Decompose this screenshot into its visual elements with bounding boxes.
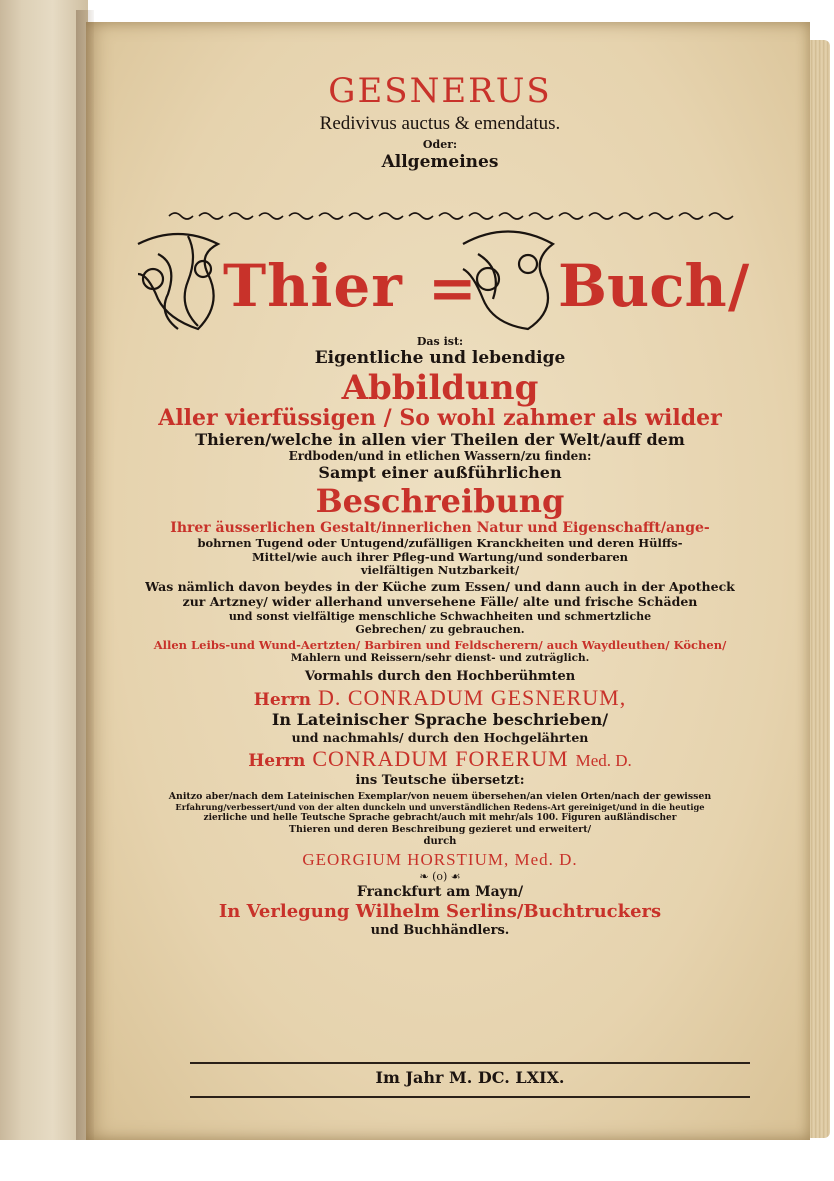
herrn2-suffix: Med. D. <box>575 751 632 770</box>
ornament-left-icon: ❧ <box>419 870 433 884</box>
text-thieren-welche: Thieren/welche in allen vier Theilen der Welt/auff dem <box>195 430 685 449</box>
slash-mark: / <box>728 252 750 320</box>
text-verlegung: In Verlegung Wilhelm Serlins/Buchtruckers <box>218 901 662 923</box>
text-erfahrung: Erfahrung/verbessert/und von der alten dunckeln und unverständlichen Redens-Art gereiniget/und in die heutige <box>175 802 705 813</box>
text-das-ist: Das ist: <box>416 335 464 348</box>
ornament-mark: (o) <box>432 870 448 884</box>
page-edges <box>808 40 830 1138</box>
text-allen-leibs: Allen Leibs-und Wund-Aertzten/ Barbiren und Feldscherern/ auch Waydleuthen/ Köchen/ <box>153 637 727 652</box>
main-text-block <box>100 336 780 937</box>
text-mahlern: Mahlern und Reissern/sehr dienst- und zuträglich. <box>290 652 590 664</box>
ornament-band-svg <box>165 208 755 224</box>
bottom-margin <box>0 1140 834 1181</box>
ornament-band <box>165 208 755 224</box>
text-georgium-horstium: GEORGIUM HORSTIUM, Med. D. <box>302 850 578 870</box>
text-ins-teutsche: ins Teutsche übersetzt: <box>355 773 525 788</box>
line-herrn-forerum <box>100 748 780 771</box>
hyphen-mark: = <box>428 254 477 322</box>
text-zierliche: zierliche und helle Teutsche Sprache gebracht/auch mit mehr/als 100. Figuren außländischer <box>203 812 677 823</box>
imprint-rule-top <box>190 1062 750 1064</box>
text-was-naemlich: Was nämlich davon beydes in der Küche zum Essen/ und dann auch in der Apotheck <box>145 578 735 594</box>
text-bohrnen: bohrnen Tugend oder Untugend/zufälligen Kranckheiten und deren Hülffs- <box>197 536 683 550</box>
thier-buch-heading <box>128 224 768 334</box>
subtitle-redivivus: Redivivus auctus & emendatus. <box>319 113 561 134</box>
text-eigentliche: Eigentliche und lebendige <box>314 348 566 368</box>
imprint-rule-bottom <box>190 1096 750 1098</box>
title-gesnerus: GESNERUS <box>328 71 552 111</box>
book-cover-edge <box>0 0 88 1181</box>
imprint-year <box>190 1068 750 1087</box>
text-anitzo: Anitzo aber/nach dem Lateinischen Exemplar/von neuem übersehen/an vielen Orten/nach der gewissen <box>168 791 712 802</box>
herrn2-prefix: Herrn <box>248 751 306 771</box>
text-thieren-und: Thieren und deren Beschreibung gezieret und erweitert/ <box>288 823 592 835</box>
text-zur-artzney: zur Artzney/ wider allerhand unversehene Fälle/ alte und frische Schäden <box>182 594 698 609</box>
text-abbildung: Abbildung <box>341 368 539 408</box>
text-im-jahr: Im Jahr M. DC. LXIX. <box>375 1068 565 1087</box>
ornament-right-icon: ☙ <box>447 870 461 884</box>
text-sampt: Sampt einer außführlichen <box>318 463 562 482</box>
herrn1-prefix: Herrn <box>253 689 311 710</box>
text-durch: durch <box>423 836 457 848</box>
word-thier: Thier <box>223 252 403 320</box>
text-oder: Oder: <box>422 138 458 151</box>
text-erdboden: Erdboden/und in etlichen Wassern/zu finden: <box>288 449 592 463</box>
word-buch: Buch <box>558 252 727 320</box>
line-herrn-gesnerum <box>100 684 780 710</box>
text-buchhaendlers: und Buchhändlers. <box>370 923 510 939</box>
herrn2-name: CONRADUM FORERUM <box>312 746 569 771</box>
text-ihrer: Ihrer äusserlichen Gestalt/innerlichen Natur und Eigenschafft/ange- <box>170 520 710 536</box>
text-und-sonst: und sonst vielfältige menschliche Schwachheiten und schmertzliche <box>228 609 652 623</box>
text-allgemeines: Allgemeines <box>381 152 499 172</box>
text-vormahls: Vormahls durch den Hochberühmten <box>304 668 576 684</box>
text-franckfurt: Franckfurt am Mayn/ <box>356 884 524 901</box>
text-beschreibung: Beschreibung <box>315 482 565 520</box>
printer-ornament <box>100 871 780 882</box>
text-gebrechen: Gebrechen/ zu gebrauchen. <box>355 622 525 636</box>
text-mittel: Mittel/wie auch ihrer Pfleg-und Wartung/und sonderbaren <box>251 549 629 564</box>
text-und-nachmahls: und nachmahls/ durch den Hochgelährten <box>291 729 589 745</box>
title-page-text <box>100 70 780 171</box>
text-aller-vierfuessigen: Aller vierfüssigen / So wohl zahmer als wilder <box>158 405 722 431</box>
gutter-shadow <box>76 10 94 1160</box>
text-vielfaeltigen: vielfältigen Nutzbarkeit/ <box>360 563 520 577</box>
herrn1-name: D. CONRADUM GESNERUM, <box>317 684 627 710</box>
text-in-lateinischer: In Lateinischer Sprache beschrieben/ <box>271 709 609 729</box>
